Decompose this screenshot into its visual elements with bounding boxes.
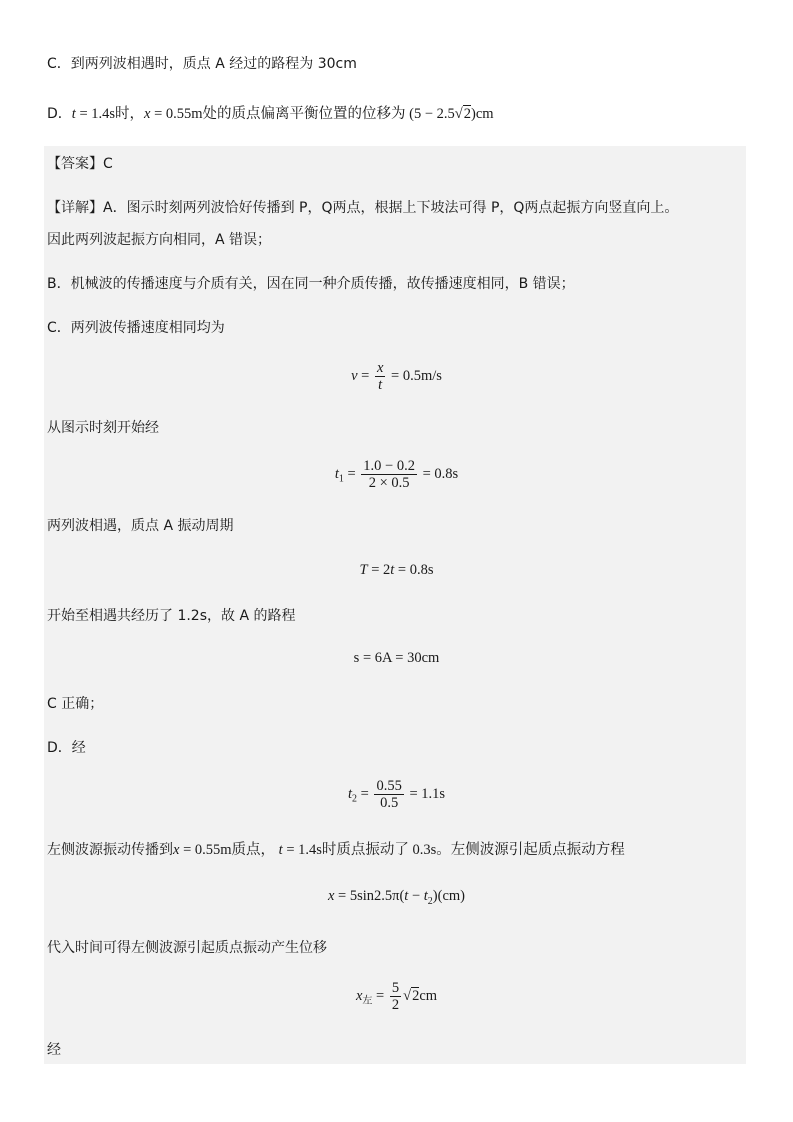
explain-line-7: 开始至相遇共经历了 1.2s，故 A 的路程 [47,608,296,624]
option-c: C．到两列波相遇时，质点 A 经过的路程为 30cm [47,56,357,72]
explain-line-5: 从图示时刻开始经 [47,420,159,436]
formula-displacement: $x_左$ = $\frac{5}{2}$ √2cm [355,980,438,1013]
explain-line-11: 代入时间可得左侧波源引起质点振动产生位移 [47,940,327,956]
option-d: D．t = 1.4s时，x = 0.55m处的质点偏离平衡位置的位移为 (5 − 2.5√2)cm [47,106,494,122]
explain-line-10: 左侧波源振动传播到x = 0.55m质点， t = 1.4s时质点振动了 0.3s。左侧波源引起质点振动方程 [47,842,625,858]
explain-line-1: 【详解】A．图示时刻两列波恰好传播到 P，Q两点，根据上下坡法可得 P，Q两点起振方向竖直向上。 [47,200,679,216]
explain-line-9: D．经 [47,740,86,756]
explain-line-3: B．机械波的传播速度与介质有关，因在同一种介质传播，故传播速度相同，B 错误； [47,276,575,292]
explain-line-8: C 正确； [47,696,104,712]
formula-velocity: v = $\frac{x}{t}$ = 0.5m/s [351,360,442,393]
explain-line-4: C．两列波传播速度相同均为 [47,320,225,336]
explain-line-2: 因此两列波起振方向相同，A 错误； [47,232,272,248]
formula-t2: $t_2$ = $\frac{0.55}{0.5}$ = 1.1s [347,778,446,811]
explain-line-12: 经 [47,1042,61,1058]
formula-vibration: $x = 5\sin 2.5\pi(t - t_2)(cm)$ [327,888,465,907]
formula-period: T = 2t = 0.8s [359,562,434,578]
formula-path: s = 6A = 30cm [353,650,440,666]
formula-t1: $t_1$ = $\frac{1.0 - 0.2}{2 \times 0.5}$ = 0.8s [334,458,459,491]
explain-line-6: 两列波相遇，质点 A 振动周期 [47,518,234,534]
answer: 【答案】C [47,156,113,172]
